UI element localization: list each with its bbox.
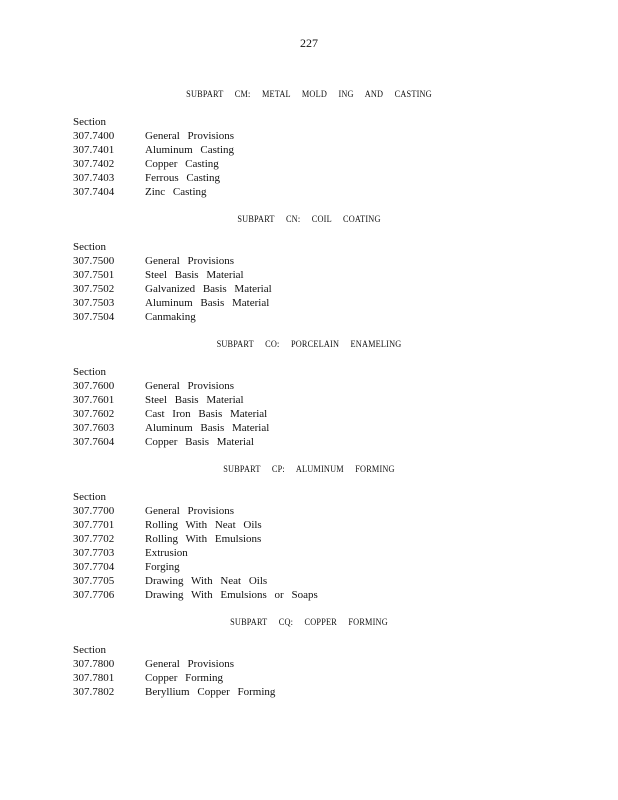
section-title: Galvanized Basis Material bbox=[145, 283, 272, 295]
table-row bbox=[73, 129, 393, 143]
section-number: 307.7400 bbox=[73, 130, 115, 142]
section-number: 307.7500 bbox=[73, 255, 115, 267]
table-row bbox=[73, 560, 393, 574]
section-title: Cast Iron Basis Material bbox=[145, 408, 268, 420]
table-row bbox=[73, 171, 393, 185]
table-row bbox=[73, 254, 393, 268]
section-number: 307.7402 bbox=[73, 158, 115, 170]
section-number: 307.7604 bbox=[73, 436, 115, 448]
section-block-cq bbox=[73, 643, 393, 699]
section-number: 307.7703 bbox=[73, 547, 115, 559]
section-number: 307.7600 bbox=[73, 380, 115, 392]
section-number: 307.7704 bbox=[73, 561, 115, 573]
section-number: 307.7700 bbox=[73, 505, 115, 517]
table-row bbox=[73, 532, 393, 546]
section-number: 307.7501 bbox=[73, 269, 115, 281]
section-number: 307.7802 bbox=[73, 686, 115, 698]
table-row bbox=[73, 157, 393, 171]
section-title: Aluminum Basis Material bbox=[145, 297, 270, 309]
table-row bbox=[73, 143, 393, 157]
table-row bbox=[73, 268, 393, 282]
section-block-co bbox=[73, 365, 393, 449]
table-row bbox=[73, 407, 393, 421]
section-number: 307.7502 bbox=[73, 283, 115, 295]
section-title: Zinc Casting bbox=[145, 186, 207, 198]
table-row bbox=[73, 435, 393, 449]
section-number: 307.7705 bbox=[73, 575, 115, 587]
table-row bbox=[73, 296, 393, 310]
table-row bbox=[73, 421, 393, 435]
table-row bbox=[73, 393, 393, 407]
section-title: Drawing With Neat Oils bbox=[145, 575, 268, 587]
page-number: 227 bbox=[300, 36, 318, 50]
table-row bbox=[73, 685, 393, 699]
table-row bbox=[73, 310, 393, 324]
section-title: Aluminum Casting bbox=[145, 144, 235, 156]
subpart-heading-cq: SUBPART CQ: COPPER FORMING bbox=[230, 617, 388, 627]
section-title: Copper Casting bbox=[145, 158, 219, 170]
section-block-cp bbox=[73, 490, 393, 602]
table-row bbox=[73, 282, 393, 296]
section-number: 307.7602 bbox=[73, 408, 115, 420]
table-row bbox=[73, 185, 393, 199]
section-title: Copper Basis Material bbox=[145, 436, 254, 448]
table-row bbox=[73, 379, 393, 393]
section-label: Section bbox=[73, 366, 106, 378]
section-title: Forging bbox=[145, 561, 180, 573]
table-row bbox=[73, 671, 393, 685]
section-label: Section bbox=[73, 241, 106, 253]
table-row bbox=[73, 504, 393, 518]
section-block-cn bbox=[73, 240, 393, 324]
section-title: Canmaking bbox=[145, 311, 196, 323]
section-number: 307.7403 bbox=[73, 172, 115, 184]
section-number: 307.7401 bbox=[73, 144, 115, 156]
section-label: Section bbox=[73, 116, 106, 128]
table-row bbox=[73, 657, 393, 671]
table-row bbox=[73, 546, 393, 560]
section-title: Steel Basis Material bbox=[145, 269, 244, 281]
section-block-cm bbox=[73, 115, 393, 199]
section-number: 307.7504 bbox=[73, 311, 115, 323]
table-row bbox=[73, 574, 393, 588]
section-title: General Provisions bbox=[145, 255, 235, 267]
section-title: General Provisions bbox=[145, 380, 235, 392]
table-row bbox=[73, 588, 393, 602]
section-label: Section bbox=[73, 491, 106, 503]
section-title: Aluminum Basis Material bbox=[145, 422, 270, 434]
section-number: 307.7503 bbox=[73, 297, 115, 309]
section-number: 307.7603 bbox=[73, 422, 115, 434]
section-title: Rolling With Neat Oils bbox=[145, 519, 262, 531]
section-title: Drawing With Emulsions or Soaps bbox=[145, 589, 318, 601]
section-number: 307.7404 bbox=[73, 186, 115, 198]
table-row bbox=[73, 518, 393, 532]
section-title: Ferrous Casting bbox=[145, 172, 220, 184]
section-title: Copper Forming bbox=[145, 672, 224, 684]
subpart-heading-cn: SUBPART CN: COIL COATING bbox=[237, 214, 381, 224]
subpart-heading-co: SUBPART CO: PORCELAIN ENAMELING bbox=[216, 339, 402, 349]
section-label: Section bbox=[73, 644, 106, 656]
section-number: 307.7601 bbox=[73, 394, 115, 406]
section-title: General Provisions bbox=[145, 505, 235, 517]
section-number: 307.7800 bbox=[73, 658, 115, 670]
section-number: 307.7801 bbox=[73, 672, 115, 684]
section-number: 307.7706 bbox=[73, 589, 115, 601]
subpart-heading-cp: SUBPART CP: ALUMINUM FORMING bbox=[223, 464, 395, 474]
section-number: 307.7701 bbox=[73, 519, 115, 531]
section-title: Steel Basis Material bbox=[145, 394, 244, 406]
section-title: Extrusion bbox=[145, 547, 188, 559]
section-number: 307.7702 bbox=[73, 533, 115, 545]
section-title: General Provisions bbox=[145, 658, 235, 670]
subpart-heading-cm: SUBPART CM: METAL MOLD ING AND CASTING bbox=[186, 89, 432, 99]
section-title: General Provisions bbox=[145, 130, 235, 142]
section-title: Rolling With Emulsions bbox=[145, 533, 262, 545]
section-title: Beryllium Copper Forming bbox=[145, 686, 276, 698]
